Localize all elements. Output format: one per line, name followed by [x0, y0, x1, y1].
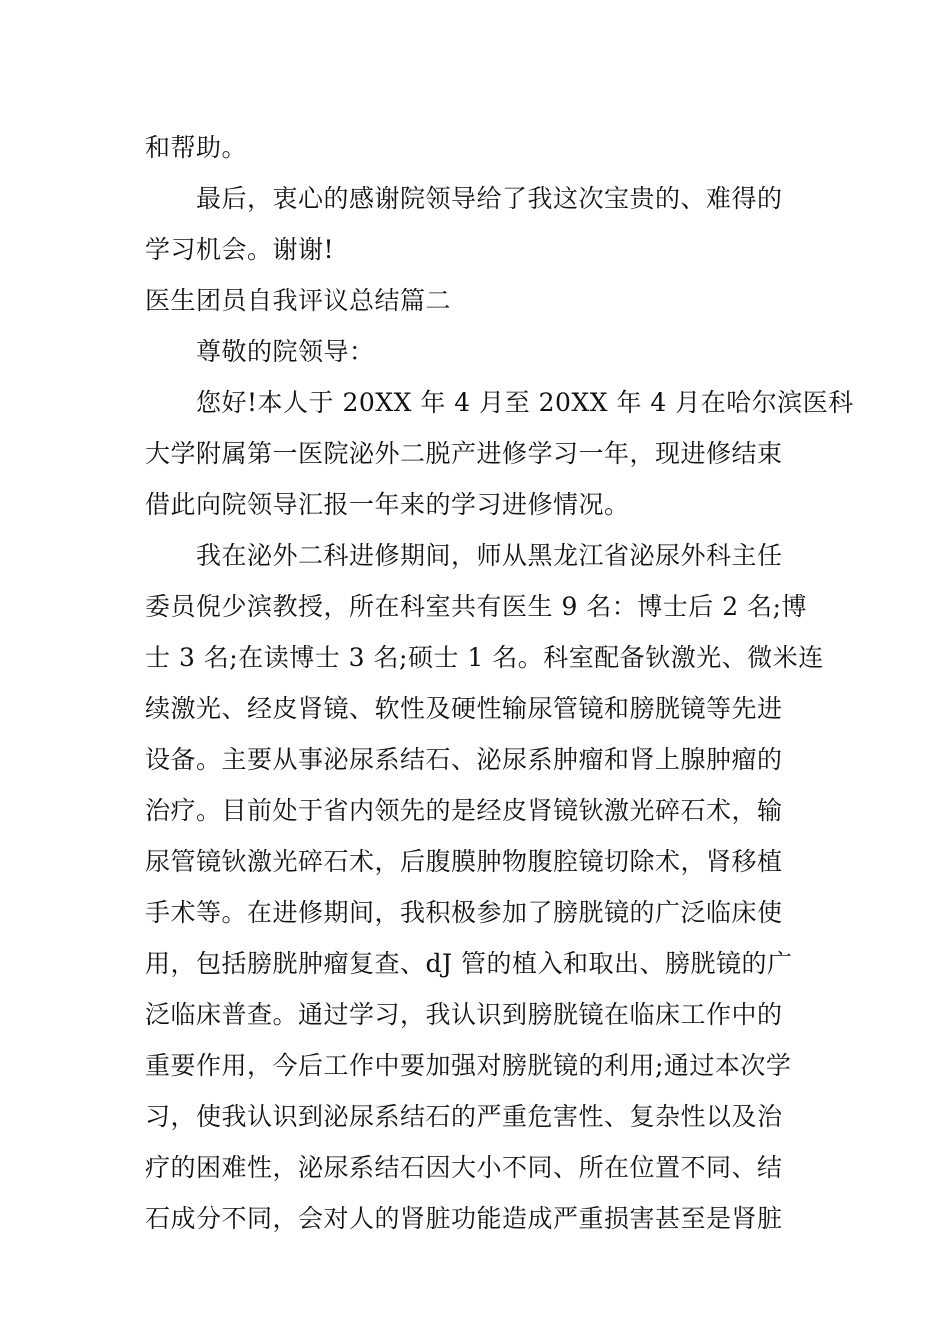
text-line: 石成分不同，会对人的肾脏功能造成严重损害甚至是肾脏: [145, 1204, 783, 1233]
text-line: 疗的困难性，泌尿系结石因大小不同、所在位置不同、结: [145, 1153, 783, 1182]
paragraph-line: 最后，衷心的感谢院领导给了我这次宝贵的、难得的: [196, 184, 783, 213]
text-line: 重要作用，今后工作中要加强对膀胱镜的利用;通过本次学: [145, 1051, 792, 1080]
text-line: 续激光、经皮肾镜、软性及硬性输尿管镜和膀胱镜等先进: [145, 694, 783, 723]
text-line: 设备。主要从事泌尿系结石、泌尿系肿瘤和肾上腺肿瘤的: [145, 745, 783, 774]
text-line: 学习机会。谢谢!: [145, 235, 335, 264]
text-line: 借此向院领导汇报一年来的学习进修情况。: [145, 490, 630, 519]
text-line: 委员倪少滨教授，所在科室共有医生 9 名：博士后 2 名;博: [145, 592, 808, 621]
text-line: 大学附属第一医院泌外二脱产进修学习一年，现进修结束: [145, 439, 783, 468]
text-line: 习，使我认识到泌尿系结石的严重危害性、复杂性以及治: [145, 1102, 783, 1131]
paragraph-line: 您好!本人于 20XX 年 4 月至 20XX 年 4 月在哈尔滨医科: [196, 388, 854, 417]
text-line: 士 3 名;在读博士 3 名;硕士 1 名。科室配备钬激光、微米连: [145, 643, 824, 672]
text-line: 尿管镜钬激光碎石术，后腹膜肿物腹腔镜切除术，肾移植: [145, 847, 783, 876]
paragraph-line: 我在泌外二科进修期间，师从黑龙江省泌尿外科主任: [196, 541, 783, 570]
salutation: 尊敬的院领导：: [196, 337, 375, 366]
text-line: 用，包括膀胱肿瘤复查、dJ 管的植入和取出、膀胱镜的广: [145, 949, 793, 978]
text-line: 手术等。在进修期间，我积极参加了膀胱镜的广泛临床使: [145, 898, 783, 927]
text-line: 和帮助。: [145, 133, 248, 162]
section-heading: 医生团员自我评议总结篇二: [145, 286, 452, 315]
text-line: 泛临床普查。通过学习，我认识到膀胱镜在临床工作中的: [145, 1000, 783, 1029]
text-line: 治疗。目前处于省内领先的是经皮肾镜钬激光碎石术，输: [145, 796, 783, 825]
